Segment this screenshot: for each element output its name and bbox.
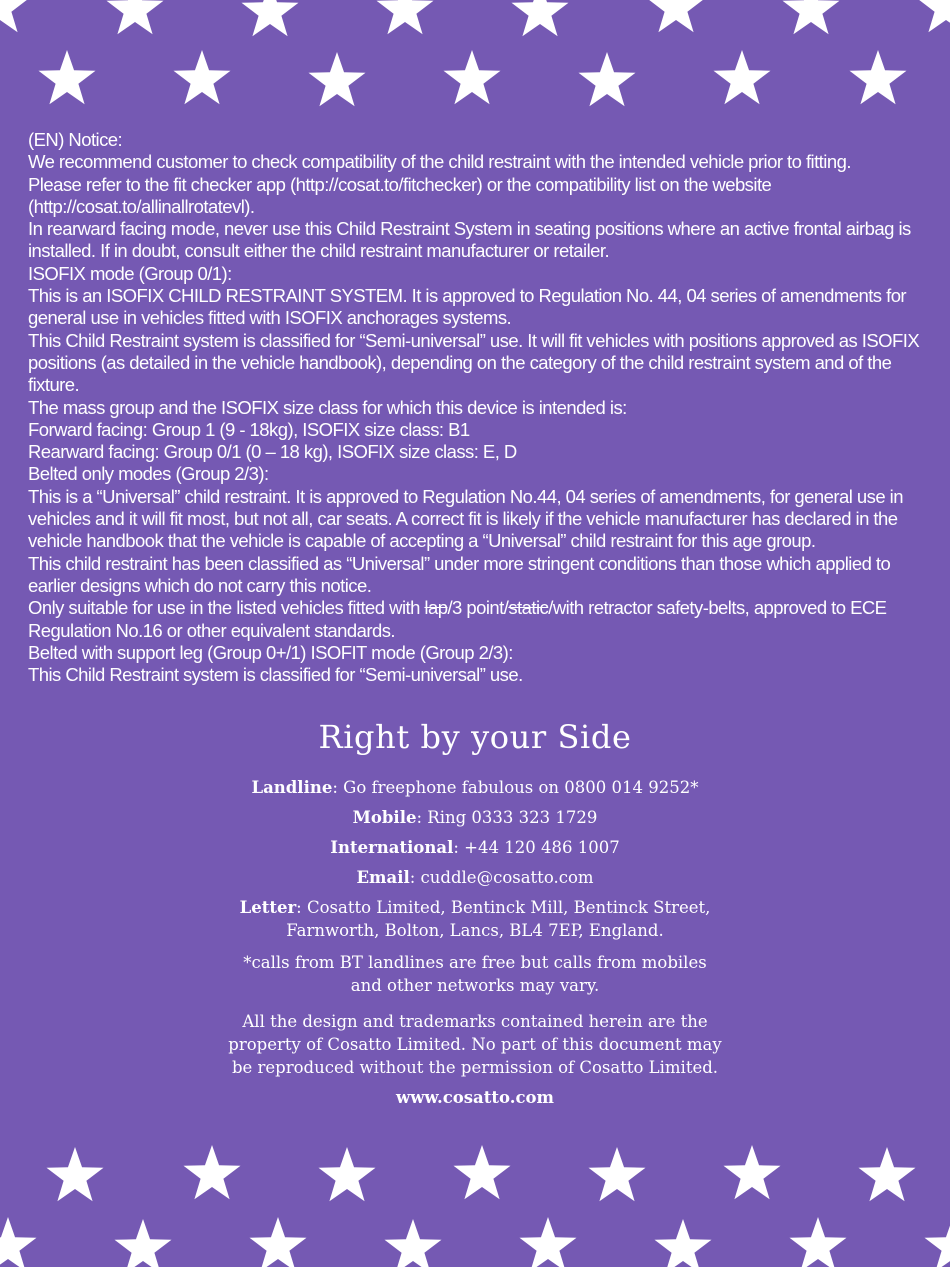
- legal-line: All the design and trademarks contained herein are the: [242, 1012, 708, 1031]
- email-label: Email: [356, 868, 410, 887]
- legal-line: be reproduced without the permission of Cosatto Limited.: [231, 1058, 719, 1077]
- letter-label: Letter: [239, 898, 297, 917]
- email-line: [0, 866, 950, 889]
- star-pattern-bottom: [0, 1137, 950, 1267]
- notice-heading: (EN) Notice:: [28, 129, 123, 150]
- rearward-facing-line: Rearward facing: Group 0/1 (0 – 18 kg), ISOFIX size class: E, D: [28, 441, 517, 463]
- struck-text-lap: lap: [424, 597, 448, 619]
- landline-line: [0, 776, 950, 799]
- website-link[interactable]: www.cosatto.com: [396, 1088, 554, 1107]
- suitable-text: Only suitable for use in the listed vehicles fitted with: [28, 597, 425, 619]
- suitable-text: /3 point/: [447, 597, 509, 619]
- belted-heading: Belted only modes (Group 2/3):: [28, 463, 269, 485]
- legal-line: property of Cosatto Limited. No part of this document may: [228, 1035, 722, 1054]
- footnote-line: *calls from BT landlines are free but calls from mobiles: [243, 953, 707, 972]
- star-pattern-top: [0, 0, 950, 125]
- footnote-line: and other networks may vary.: [350, 976, 600, 995]
- landline-text: : Go freephone fabulous on 0800 014 9252*: [332, 778, 699, 797]
- international-text: : +44 120 486 1007: [453, 838, 620, 857]
- isofix-heading: ISOFIX mode (Group 0/1):: [28, 262, 232, 284]
- notice-paragraph: In rearward facing mode, never use this Child Restraint System in seating positions where an active frontal airbag is installed. If in doubt, consult either the child restraint manufacturer or retailer.: [28, 218, 911, 262]
- mobile-label: Mobile: [352, 808, 417, 827]
- landline-label: Landline: [251, 778, 333, 797]
- mobile-line: [0, 806, 950, 829]
- notice-paragraph: Please refer to the fit checker app (http://cosat.to/fitchecker) or the compatibility list on the website (http://cosat.to/allinallrotatevl).: [28, 173, 772, 217]
- suitable-paragraph: [28, 597, 928, 642]
- belted-paragraph: This child restraint has been classified as “Universal” under more stringent conditions than those which applied to earlier designs which do not carry this notice.: [28, 552, 891, 596]
- support-leg-paragraph: This Child Restraint system is classified for “Semi-universal” use.: [28, 664, 523, 686]
- contact-title: Right by your Side: [318, 718, 632, 756]
- support-leg-heading: Belted with support leg (Group 0+/1) ISOFIT mode (Group 2/3):: [28, 641, 513, 663]
- notice-section: [28, 129, 928, 686]
- international-label: International: [330, 838, 454, 857]
- international-line: [0, 836, 950, 859]
- forward-facing-line: Forward facing: Group 1 (9 - 18kg), ISOFIX size class: B1: [28, 418, 470, 440]
- isofix-paragraph: This Child Restraint system is classified for “Semi-universal” use. It will fit vehicles with positions approved as ISOFIX positions (as detailed in the vehicle handbook), depending on the category of the child restraint system and of the fixture.: [28, 329, 920, 396]
- suitable-text: /with retractor safety-belts, approved to ECE Regulation No.16 or other equivalent standards.: [28, 597, 887, 641]
- email-text: : cuddle@cosatto.com: [409, 868, 594, 887]
- mobile-text: : Ring 0333 323 1729: [416, 808, 598, 827]
- contact-section: [0, 718, 950, 1109]
- isofix-paragraph: This is an ISOFIX CHILD RESTRAINT SYSTEM. It is approved to Regulation No. 44, 04 series of amendments for general use in vehicles fitted with ISOFIX anchorages systems.: [28, 285, 907, 329]
- belted-paragraph: This is a “Universal” child restraint. It is approved to Regulation No.44, 04 series of amendments, for general use in vehicles and it will fit most, but not all, car seats. A correct fit is likely if the vehicle manufacturer has declared in the vehicle handbook that the vehicle is capable of accepting a “Universal” child restraint for this age group.: [28, 485, 903, 552]
- struck-text-static: static: [508, 597, 549, 619]
- letter-line: [0, 896, 950, 919]
- letter-text: : Cosatto Limited, Bentinck Mill, Bentinck Street,: [296, 898, 711, 917]
- isofix-paragraph: The mass group and the ISOFIX size class for which this device is intended is:: [28, 396, 627, 418]
- letter-line-2: Farnworth, Bolton, Lancs, BL4 7EP, England.: [286, 921, 664, 940]
- notice-paragraph: We recommend customer to check compatibility of the child restraint with the intended vehicle prior to fitting.: [28, 151, 851, 173]
